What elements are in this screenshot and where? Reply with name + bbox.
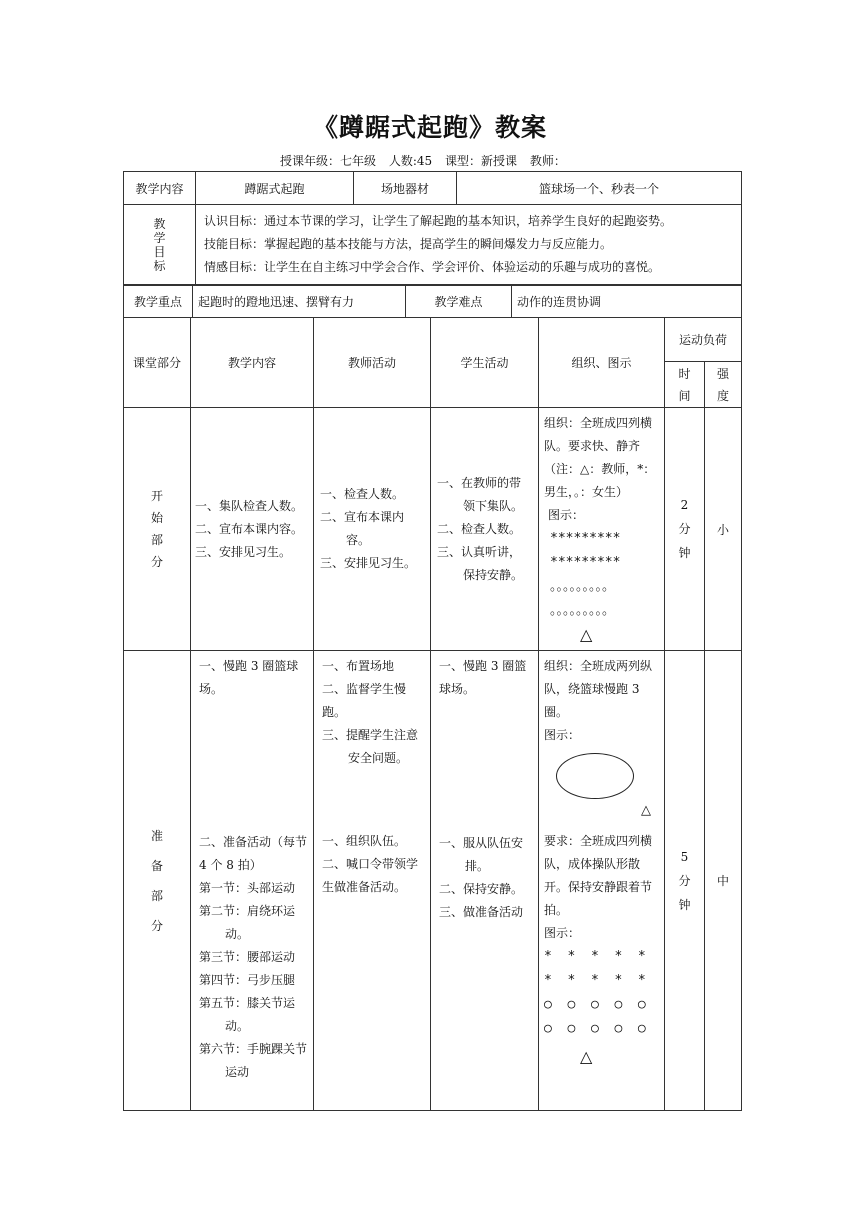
prep-intensity: 中 xyxy=(705,651,742,1111)
equipment-value: 篮球场一个、秒表一个 xyxy=(457,172,742,205)
female-row: ○ ○ ○ ○ ○ xyxy=(544,997,646,1012)
goal-label: 教 学 目 标 xyxy=(124,205,196,285)
teacher-text: 教师： xyxy=(529,154,566,168)
header-time: 时 间 xyxy=(665,362,705,408)
start-section-row xyxy=(124,408,742,651)
male-row: ********* xyxy=(550,531,621,546)
page-title: 《蹲踞式起跑》教案 xyxy=(312,113,547,142)
start-content: 一、集队检查人数。 二、宣布本课内容。 三、安排见习生。 xyxy=(191,408,314,651)
start-student: 一、在教师的带领下集队。 二、检查人数。 三、认真听讲，保持安静。 xyxy=(431,408,539,651)
header-load: 运动负荷 xyxy=(665,318,742,362)
teacher-triangle-icon: △ xyxy=(580,625,593,644)
difficulty-value: 动作的连贯协调 xyxy=(512,286,742,318)
key-point-label: 教学重点 xyxy=(124,286,193,318)
goal-item: 技能目标：掌握起跑的基本技能与方法，提高学生的瞬间爆发力与反应能力。 xyxy=(204,237,613,251)
equipment-label: 场地器材 xyxy=(354,172,457,205)
male-row: * * * * * xyxy=(544,973,646,988)
lesson-info-line xyxy=(280,152,575,169)
prep-content: 一、慢跑 3 圈篮球场。 二、准备活动（每节 4 个 8 拍） 第一节：头部运动 第二节：肩绕环运动。 第三节：腰部运动 第四节：弓步压腿 第五节：膝关节运动。 第六节：手腕踝关节运动 xyxy=(191,651,314,1111)
prep-org: 组织：全班成两列纵队，绕篮球慢跑 3 圈。 图示： △ 要求：全班成四列横队，成体操队形散开。保持安静跟着节拍。 图示： * * * * * * * * * * ○ ○ ○ ○ ○ ○ ○ ○ ○ ○ △ xyxy=(539,651,665,1111)
count-text: 人数:45 xyxy=(388,154,433,168)
female-row: 。。。。。。。。。 xyxy=(550,603,616,618)
prep-part-label: 准 备 部 分 xyxy=(124,651,191,1111)
info-table xyxy=(123,171,742,285)
header-org: 组织、图示 xyxy=(539,318,665,408)
start-teacher: 一、检查人数。 二、宣布本课内容。 三、安排见习生。 xyxy=(314,408,431,651)
start-org: 组织：全班成四列横队。要求快、静齐（注：△：教师，*：男生，。：女生） 图示： ********* ********* 。。。。。。。。。 。。。。。。。。。 △ xyxy=(539,408,665,651)
formation-grid xyxy=(544,527,659,623)
focus-table xyxy=(123,285,742,318)
content-label: 教学内容 xyxy=(124,172,196,205)
lesson-table xyxy=(123,317,742,1111)
header-teacher: 教师活动 xyxy=(314,318,431,408)
goal-item: 认识目标：通过本节课的学习，让学生了解起跑的基本知识，培养学生良好的起跑姿势。 xyxy=(204,214,673,228)
male-row: * * * * * xyxy=(544,949,646,964)
teacher-triangle-icon: △ xyxy=(580,1047,593,1066)
prep-time: 5 分 钟 xyxy=(665,651,705,1111)
female-row: ○ ○ ○ ○ ○ xyxy=(544,1021,646,1036)
grade-text: 授课年级：七年级 xyxy=(280,154,377,168)
difficulty-label: 教学难点 xyxy=(406,286,512,318)
prep-student: 一、慢跑 3 圈篮球场。 一、服从队伍安排。 二、保持安静。 三、做准备活动 xyxy=(431,651,539,1111)
formation-grid xyxy=(544,945,659,1041)
prep-section-row xyxy=(124,651,742,1111)
key-point-value: 起跑时的蹬地迅速、摆臂有力 xyxy=(193,286,406,318)
start-time: 2 分 钟 xyxy=(665,408,705,651)
goal-item: 情感目标：让学生在自主练习中学会合作、学会评价、体验运动的乐趣与成功的喜悦。 xyxy=(204,260,661,274)
teacher-triangle-icon: △ xyxy=(641,803,651,818)
start-part-label: 开 始 部 分 xyxy=(124,408,191,651)
header-student: 学生活动 xyxy=(431,318,539,408)
prep-teacher: 一、布置场地 二、监督学生慢跑。 三、提醒学生注意安全问题。 一、组织队伍。 二、喊口令带领学生做准备活动。 xyxy=(314,651,431,1111)
content-value: 蹲踞式起跑 xyxy=(196,172,354,205)
goal-list xyxy=(196,205,742,285)
male-row: ********* xyxy=(550,555,621,570)
type-text: 课型：新授课 xyxy=(445,154,518,168)
female-row: 。。。。。。。。。 xyxy=(550,579,616,594)
header-intensity: 强 度 xyxy=(705,362,742,408)
header-content: 教学内容 xyxy=(191,318,314,408)
running-track-oval xyxy=(556,753,634,799)
header-part: 课堂部分 xyxy=(124,318,191,408)
start-intensity: 小 xyxy=(705,408,742,651)
